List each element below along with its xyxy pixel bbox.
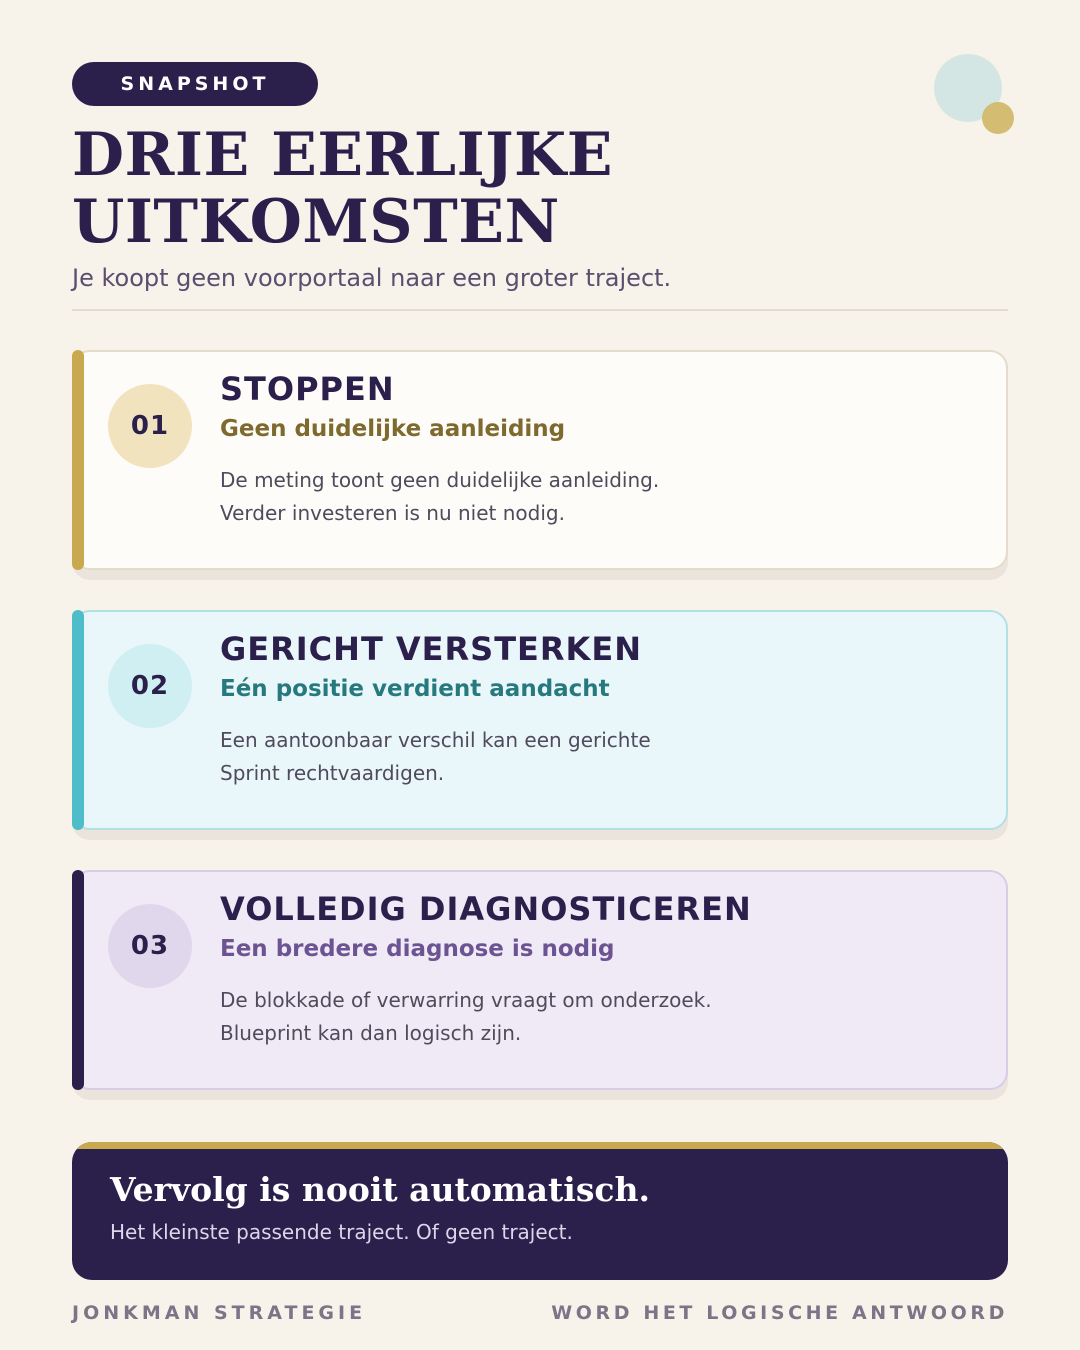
card-accent-bar bbox=[72, 610, 84, 830]
brand-name: JONKMAN STRATEGIE bbox=[72, 1302, 367, 1324]
card-number-badge: 02 bbox=[108, 644, 192, 728]
banner-subtitle: Het kleinste passende traject. Of geen traject. bbox=[110, 1220, 573, 1244]
decorative-circle-small bbox=[982, 102, 1014, 134]
card-body-line: De meting toont geen duidelijke aanleiding. bbox=[220, 468, 660, 492]
card-body bbox=[220, 724, 820, 790]
card-body-line: Sprint rechtvaardigen. bbox=[220, 761, 445, 785]
page-title: DRIE EERLIJKE UITKOMSTEN bbox=[72, 120, 613, 257]
header-divider bbox=[72, 309, 1008, 311]
banner-accent-line bbox=[72, 1142, 1008, 1149]
card-subtitle: Eén positie verdient aandacht bbox=[220, 676, 610, 702]
card-title: GERICHT VERSTERKEN bbox=[220, 630, 642, 668]
card-number-badge: 03 bbox=[108, 904, 192, 988]
card-body-line: Blueprint kan dan logisch zijn. bbox=[220, 1021, 522, 1045]
page-subtitle: Je koopt geen voorportaal naar een groter traject. bbox=[72, 264, 672, 292]
snapshot-badge: SNAPSHOT bbox=[72, 62, 318, 106]
card-body-line: De blokkade of verwarring vraagt om onderzoek. bbox=[220, 988, 712, 1012]
conclusion-banner bbox=[72, 1142, 1008, 1280]
brand-tagline: WORD HET LOGISCHE ANTWOORD bbox=[551, 1302, 1008, 1324]
card-title: VOLLEDIG DIAGNOSTICEREN bbox=[220, 890, 752, 928]
outcome-card-volledig-diagnosticeren bbox=[72, 870, 1008, 1090]
outcome-card-stoppen bbox=[72, 350, 1008, 570]
card-accent-bar bbox=[72, 870, 84, 1090]
card-body bbox=[220, 464, 820, 530]
card-subtitle: Geen duidelijke aanleiding bbox=[220, 416, 566, 442]
card-title: STOPPEN bbox=[220, 370, 395, 408]
banner-title: Vervolg is nooit automatisch. bbox=[110, 1170, 650, 1209]
card-accent-bar bbox=[72, 350, 84, 570]
card-body-line: Verder investeren is nu niet nodig. bbox=[220, 501, 565, 525]
card-body bbox=[220, 984, 820, 1050]
card-body-line: Een aantoonbaar verschil kan een gerichte bbox=[220, 728, 651, 752]
card-subtitle: Een bredere diagnose is nodig bbox=[220, 936, 615, 962]
outcome-card-gericht-versterken bbox=[72, 610, 1008, 830]
card-number-badge: 01 bbox=[108, 384, 192, 468]
